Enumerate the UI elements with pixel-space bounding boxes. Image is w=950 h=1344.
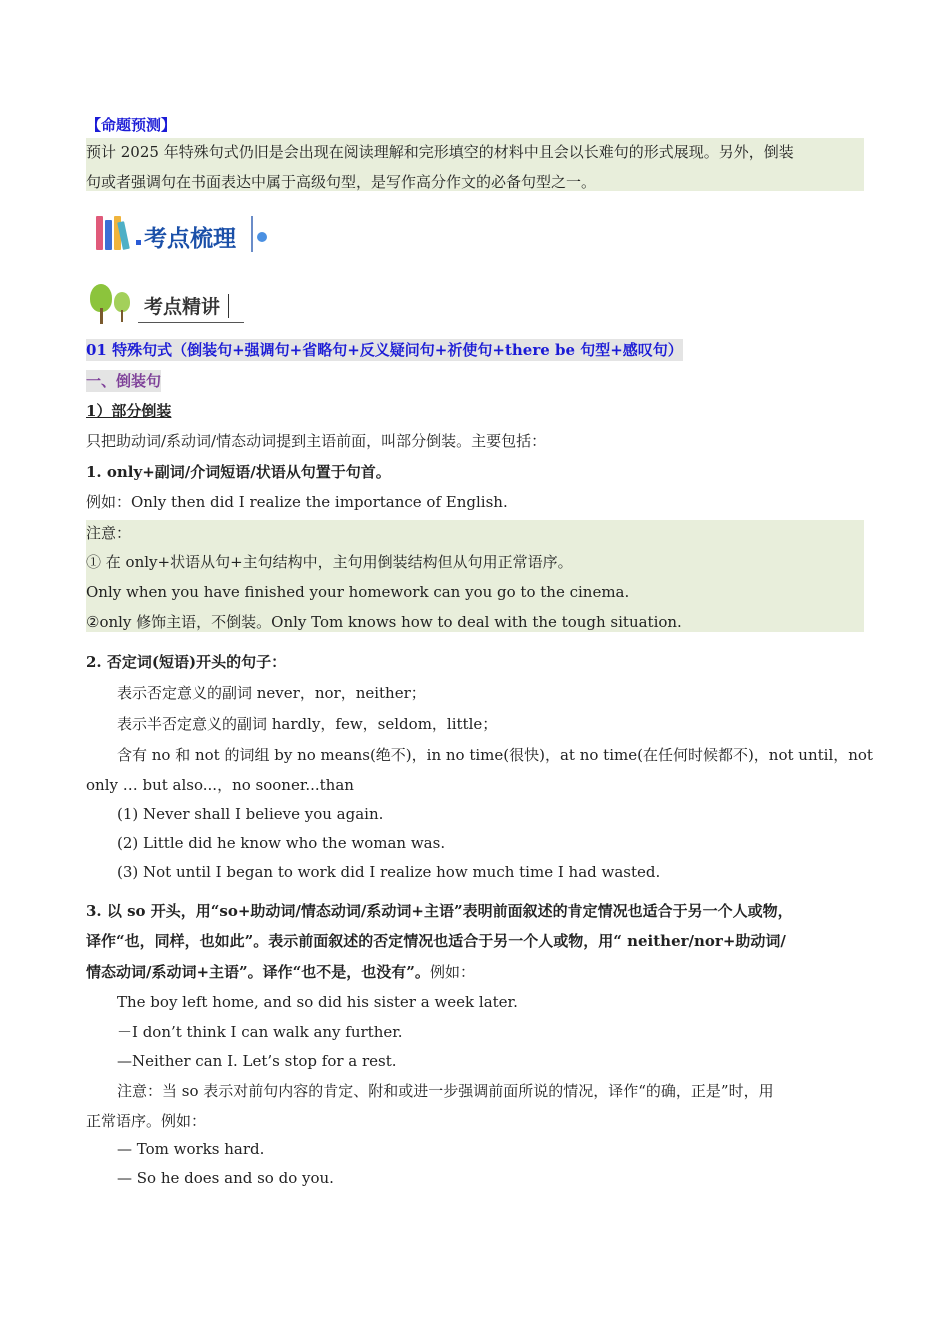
note-1: ① 在 only+状语从句+主句结构中，主句用倒装结构但从句用正常语序。: [86, 553, 573, 571]
so-rule-line-1: 3. 以 so 开头，用“so+助动词/情态动词/系动词+主语”表明前面叙述的肯定情况也适合于另一个人或物，: [86, 902, 793, 920]
prediction-line-2: 句或者强调句在书面表达中属于高级句型，是写作高分作文的必备句型之一。: [86, 173, 597, 191]
dot-icon: [136, 240, 141, 245]
partial-intro: 只把助动词/系动词/情态动词提到主语前面，叫部分倒装。主要包括：: [86, 432, 547, 450]
so-example-4: — Tom works hard.: [117, 1140, 265, 1158]
so-note-a: 注意：当 so 表示对前句内容的肯定、附和或进一步强调前面所说的情况，译作“的确，正是”时，用: [117, 1082, 774, 1100]
negative-line-3a: 含有 no 和 not 的词组 by no means(绝不)，in no time(很快)，at no time(在任何时候都不)，not until，not: [117, 746, 873, 764]
rule-1: 1. only+副词/介词短语/状语从句置于句首。: [86, 463, 391, 481]
so-note-b: 正常语序。例如：: [86, 1112, 207, 1130]
prediction-box: [86, 138, 864, 191]
note-label: 注意：: [86, 524, 132, 542]
negative-example-3: (3) Not until I began to work did I realize how much time I had wasted.: [117, 863, 661, 881]
negative-line-2: 表示半否定意义的副词 hardly，few，seldom，little；: [117, 715, 498, 733]
books-icon: [94, 214, 138, 250]
negative-example-2: (2) Little did he know who the woman was.: [117, 834, 446, 852]
so-example-5: — So he does and so do you.: [117, 1169, 334, 1187]
detail-underline: [138, 322, 244, 323]
so-rule-line-3: [86, 961, 475, 983]
note-2: ②only 修饰主语，不倒装。Only Tom knows how to deal with the tough situation.: [86, 613, 682, 631]
note-1-example: Only when you have finished your homework can you go to the cinema.: [86, 583, 630, 601]
negative-line-1: 表示否定意义的副词 never，nor，neither；: [117, 684, 426, 702]
circle-icon: [257, 232, 267, 242]
tree-icon: [88, 282, 138, 326]
so-example-2: －I don’t think I can walk any further.: [117, 1023, 403, 1041]
so-example-1: The boy left home, and so did his sister a week later.: [117, 993, 518, 1011]
so-rule-line-3-tail: 例如：: [429, 963, 475, 981]
negative-example-1: (1) Never shall I believe you again.: [117, 805, 384, 823]
so-rule-line-3-bold: 情态动词/系动词+主语”。译作“也不是，也没有”。: [86, 963, 430, 981]
cursor-bar: [251, 216, 253, 252]
section-title: 01 特殊句式（倒装句+强调句+省略句+反义疑问句+祈使句+there be 句型+感叹句）: [86, 341, 683, 359]
so-example-3: —Neither can I. Let’s stop for a rest.: [117, 1052, 397, 1070]
prediction-line-1: 预计 2025 年特殊句式仍旧是会出现在阅读理解和完形填空的材料中且会以长难句的形式展现。另外，倒装: [86, 143, 794, 161]
negative-line-3b: only … but also...，no sooner...than: [86, 776, 354, 794]
review-heading: [94, 210, 284, 256]
so-rule-line-2: 译作“也，同样，也如此”。表示前面叙述的否定情况也适合于另一个人或物，用“ neither/nor+助动词/: [86, 932, 786, 950]
partial-title: 1）部分倒装: [86, 402, 172, 420]
example-1: 例如：Only then did I realize the importance of English.: [86, 493, 508, 511]
detail-heading: [88, 280, 248, 328]
detail-heading-text: 考点精讲: [144, 296, 221, 318]
prediction-label: 【命题预测】: [86, 116, 177, 134]
cursor-bar-2: [228, 294, 229, 318]
review-heading-text: 考点梳理: [144, 226, 236, 252]
negative-title: 2. 否定词(短语)开头的句子：: [86, 653, 287, 671]
subsection-title: 一、倒装句: [86, 372, 162, 390]
note-box: [86, 520, 864, 632]
